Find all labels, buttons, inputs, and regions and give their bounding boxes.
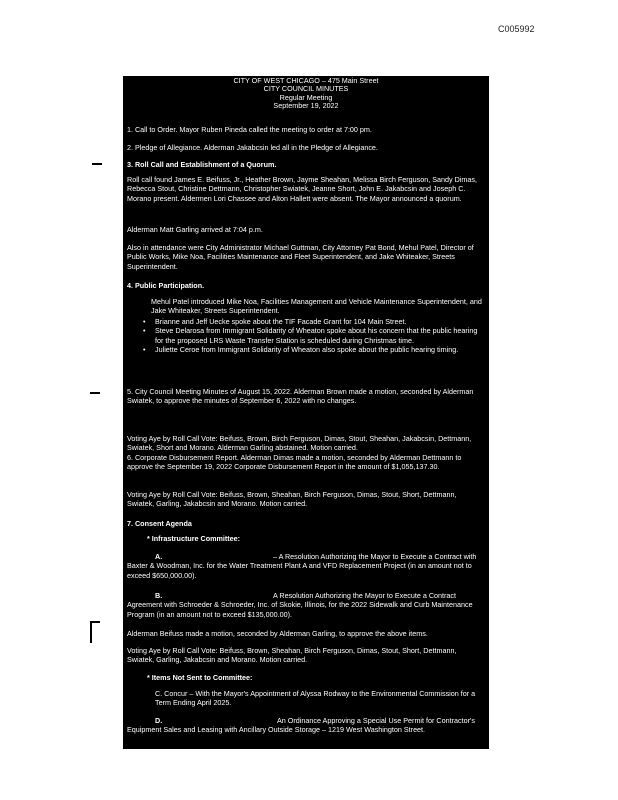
public-comments-list [127,317,485,354]
roll-call-heading: 3. Roll Call and Establishment of a Quorum. [127,160,277,169]
list-item: • Brianne and Jeff Uecke spoke about the TIF Facade Grant for 104 Main Street. [127,317,485,326]
document-id: C005992 [498,24,535,34]
infrastructure-heading: * Infrastructure Committee: [147,534,241,543]
margin-mark [90,621,92,643]
minutes-vote: Voting Aye by Roll Call Vote: Beifuss, Brown, Birch Ferguson, Dimas, Stout, Sheahan, Jakabcsin, Dettmann, Swiatek, Short and Morano. Alderman Garling abstained. Motion carried. [127,434,472,453]
minutes-page [123,76,489,749]
consent-agenda-heading: 7. Consent Agenda [127,519,192,528]
item-b-text: A Resolution Authorizing the Mayor to Execute a Contract Agreement with Schroeder & Schroeder, Inc. of Skokie, Illinois, for the 2022 Sidewalk and Curb Maintenance Program (in an amount not to exceed $135,000.00). [127,591,473,619]
roll-call-text: Roll call found James E. Beifuss, Jr., Heather Brown, Jayme Sheahan, Melissa Birch Ferguson, Sandy Dimas, Rebecca Stout, Christine Dettmann, Christopher Swiatek, Jeanne Short, John E. Jakabcsin and Joseph C. Morano present. Aldermen Lori Chassee and Alton Hallett were absent. The Mayor announced a quorum. [127,175,477,203]
item-d [127,716,485,735]
consent-vote: Voting Aye by Roll Call Vote: Beifuss, Brown, Sheahan, Birch Ferguson, Dimas, Stout, Short, Dettmann, Swiatek, Garling, Jakabcsin and Morano. Motion carried. [127,646,457,665]
list-item: • Juliette Ceroe from Immigrant Solidarity of Wheaton also spoke about the public hearing timing. [127,345,485,354]
public-participation-heading: 4. Public Participation. [127,281,205,290]
margin-mark [90,392,100,394]
public-intro: Mehul Patel introduced Mike Noa, Facilities Management and Vehicle Maintenance Superintendent, and Jake Whiteaker, Streets Superintendent. [151,297,482,316]
item-b-label: B. [155,591,163,600]
disbursement-vote: Voting Aye by Roll Call Vote: Beifuss, Brown, Sheahan, Birch Ferguson, Dimas, Stout, Short, Dettmann, Swiatek, Garling, Jakabcsin and Morano. Motion carried. [127,490,457,509]
margin-mark [90,621,100,623]
attendance: Also in attendance were City Administrator Michael Guttman, City Attorney Pat Bond, Mehul Patel, Director of Public Works, Mike Noa, Facilities Maintenance and Fleet Superintendent, and Jake Whiteaker, Streets Superintendent. [127,243,474,271]
header-line-1: CITY OF WEST CHICAGO – 475 Main Street [233,76,379,85]
header-line-3: Regular Meeting [279,92,333,102]
not-sent-heading: * Items Not Sent to Committee: [147,673,253,682]
consent-motion: Alderman Beifuss made a motion, seconded by Alderman Garling, to approve the above items. [127,629,428,638]
document-header [127,77,485,110]
list-item: • Steve Delarosa from Immigrant Solidarity of Wheaton spoke about his concern that the public hearing for the proposed LRS Waste Transfer Station is scheduled during Christmas time. [127,326,485,345]
item-d-text: An Ordinance Approving a Special Use Permit for Contractor's Equipment Sales and Leasing with Ancillary Outside Storage – 1219 West Washington Street. [127,716,475,735]
item-d-label: D. [155,716,163,725]
call-to-order: 1. Call to Order. Mayor Ruben Pineda called the meeting to order at 7:00 pm. [127,125,372,134]
item-a-label: A. [155,552,163,561]
disbursement-report: 6. Corporate Disbursement Report. Alderman Dimas made a motion, seconded by Alderman Dettmann to approve the September 19, 2022 Corporate Disbursement Report in the amount of $1,055,137.30. [127,453,462,472]
margin-mark [92,163,102,165]
item-a-text: – A Resolution Authorizing the Mayor to Execute a Contract with Baxter & Woodman, Inc. for the Water Treatment Plant A and VFD Replacement Project (in an amount not to exceed $650,000.00). [127,552,477,580]
garling-arrival: Alderman Matt Garling arrived at 7:04 p.m. [127,225,263,234]
item-c: C. Concur – With the Mayor's Appointment of Alyssa Rodway to the Environmental Commission for a Term Ending April 2025. [155,689,476,708]
item-a [127,552,485,580]
minutes-approval: 5. City Council Meeting Minutes of August 15, 2022. Alderman Brown made a motion, seconded by Alderman Swiatek, to approve the minutes of September 6, 2022 with no changes. [127,387,474,406]
header-line-4: September 19, 2022 [273,100,339,110]
header-line-2: CITY COUNCIL MINUTES [263,84,349,94]
item-b [127,591,485,619]
pledge: 2. Pledge of Allegiance. Alderman Jakabcsin led all in the Pledge of Allegiance. [127,143,378,152]
